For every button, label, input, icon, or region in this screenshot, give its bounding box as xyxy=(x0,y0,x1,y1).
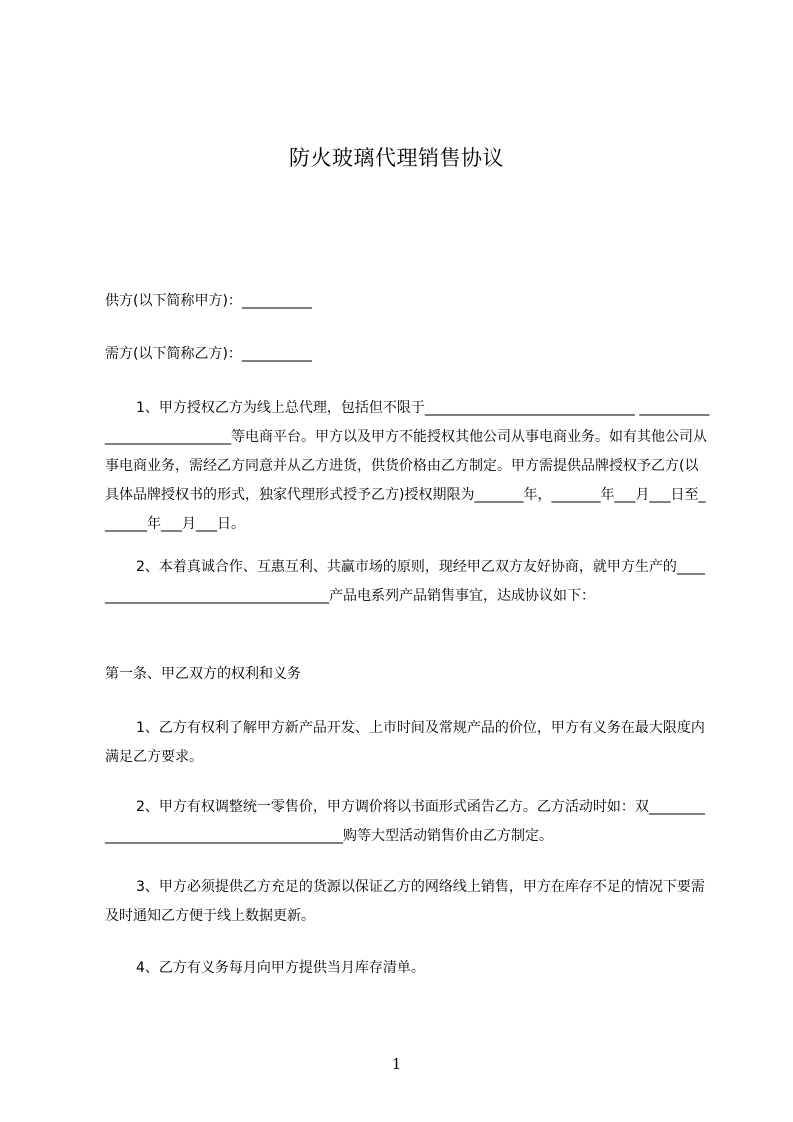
clause-2: 2、甲方有权调整统一零售价，甲方调价将以书面形式函告乙方。乙方活动时如：双__________________________________________购等大型活动销售价由乙方制定。 xyxy=(105,799,705,844)
clause-1: 1、乙方有权利了解甲方新产品开发、上市时间及常规产品的价位，甲方有义务在最大限度内满足乙方要求。 xyxy=(105,720,705,765)
paragraph-authorization: 1、甲方授权乙方为线上总代理，包括但不限于______________________________ ____________________________等电商平台。甲方以及甲方不能授权其他公司从事电商业务。如有其他公司从事电商业务，需经乙方同意并从乙方进货，供货价格由乙方制定。甲方需提供品牌授权予乙方(以具体品牌授权书的形式，独家代理形式授予乙方)授权期限为_______年，_______年___月___日至_______年___月___日。 xyxy=(105,400,710,532)
clause-4: 4、乙方有义务每月向甲方提供当月库存清单。 xyxy=(136,960,425,976)
supplier-line: 供方(以下简称甲方)：__________ xyxy=(105,293,312,309)
clause-3: 3、甲方必须提供乙方充足的货源以保证乙方的网络线上销售，甲方在库存不足的情况下要需及时通知乙方便于线上数据更新。 xyxy=(105,879,705,924)
article-1-heading: 第一条、甲乙双方的权利和义务 xyxy=(105,666,301,682)
buyer-line: 需方(以下简称乙方)：__________ xyxy=(105,346,312,362)
document-title: 防火玻璃代理销售协议 xyxy=(289,146,504,170)
page-number: 1 xyxy=(391,1055,402,1073)
paragraph-cooperation: 2、本着真诚合作、互惠互利、共赢市场的原则，现经甲乙双方友好协商，就甲方生产的____________________________________产品电系列产品销售事宜，达成协议如下： xyxy=(105,559,705,604)
